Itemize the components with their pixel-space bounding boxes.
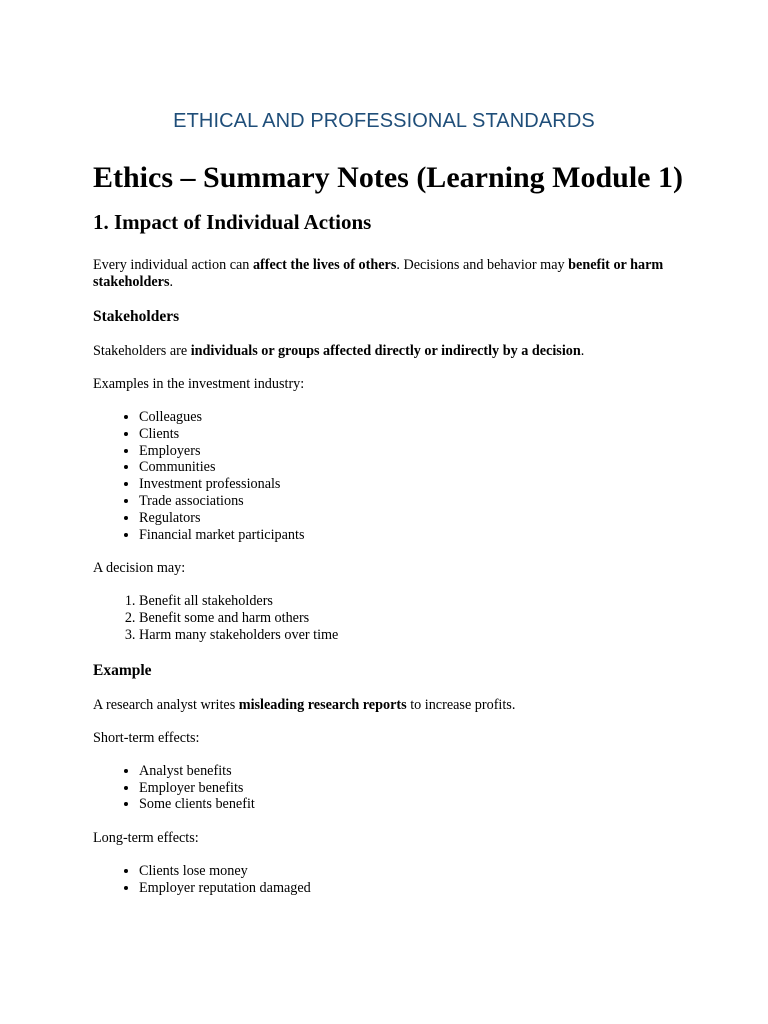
example-scenario: A research analyst writes misleading research reports to increase profits. [93, 696, 516, 713]
list-item: • Some clients benefit [139, 796, 683, 813]
subheading-stakeholders: Stakeholders [93, 308, 180, 325]
list-item: • Clients [139, 426, 683, 443]
list-item: • Colleagues [139, 409, 683, 426]
long-term-label: Long-term effects: [93, 830, 199, 847]
list-item: • Employers [139, 443, 683, 460]
stakeholder-definition: Stakeholders are individuals or groups affected directly or indirectly by a decision. [93, 343, 585, 359]
list-item: • Investment professionals [139, 476, 683, 493]
intro-paragraph: Every individual action can affect the lives of others. Decisions and behavior may benefit or harm stakeholders. [93, 257, 664, 290]
running-header: ETHICAL AND PROFESSIONAL STANDARDS [173, 110, 595, 132]
list-item: • Employer reputation damaged [139, 880, 683, 897]
list-item: • Analyst benefits [139, 763, 683, 780]
document-body [93, 160, 683, 914]
list-item: 2. Benefit some and harm others [139, 610, 683, 627]
list-item: 3. Harm many stakeholders over time [139, 627, 683, 644]
document-title: Ethics – Summary Notes (Learning Module 1) [93, 161, 683, 194]
subheading-example: Example [93, 661, 152, 679]
section-heading-impact: 1. Impact of Individual Actions [93, 210, 372, 234]
list-item: • Trade associations [139, 493, 683, 510]
short-term-label: Short-term effects: [93, 729, 200, 746]
list-item: • Communities [139, 459, 683, 476]
stakeholder-examples-list [93, 409, 683, 543]
examples-intro: Examples in the investment industry: [93, 376, 305, 392]
decision-intro: A decision may: [93, 560, 186, 577]
list-item: • Regulators [139, 510, 683, 527]
list-item: 1. Benefit all stakeholders [139, 593, 683, 610]
list-item: • Clients lose money [139, 863, 683, 880]
list-item: • Financial market participants [139, 527, 683, 544]
short-term-effects-list [93, 763, 683, 813]
decision-outcomes-list [93, 593, 683, 643]
long-term-effects-list [93, 863, 683, 897]
list-item: • Employer benefits [139, 780, 683, 797]
